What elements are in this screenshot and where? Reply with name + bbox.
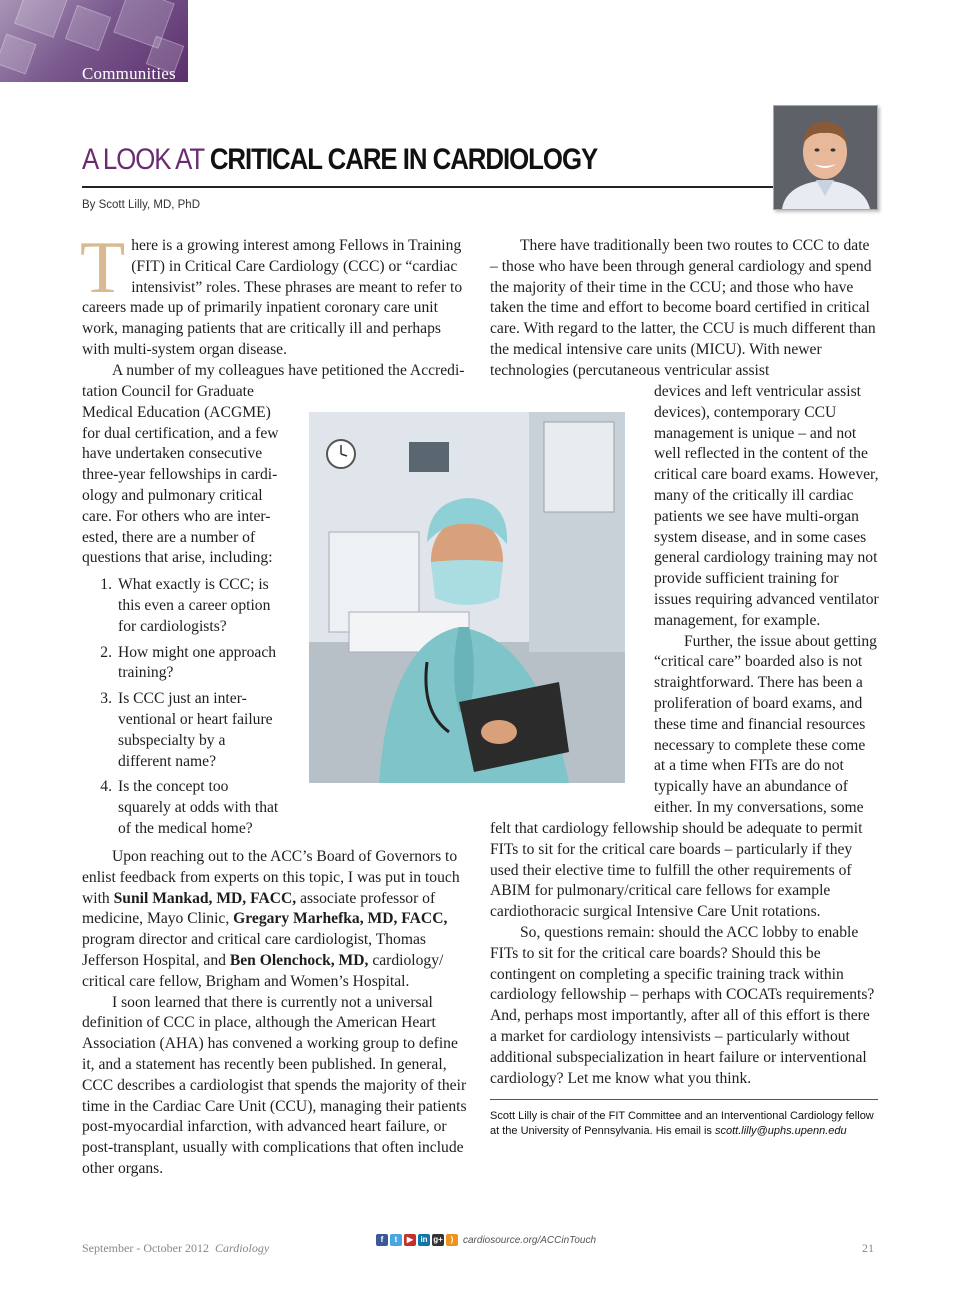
twitter-icon[interactable]: t — [390, 1234, 402, 1246]
list-item: 2. How might one approach training? — [100, 643, 277, 682]
expert-name: Sunil Mankad, MD, FACC, — [113, 889, 297, 907]
footer-url[interactable]: cardiosource.org/ACCinTouch — [463, 1234, 597, 1246]
paragraph-definition: I soon learned that there is currently not a universal definition of CCC in place, although the American Heart Association (AHA) has convened a working group to define it, and a statement has recently been published. In general, CCC describes a cardiologist that spends the majority of their time in the Cardiac Care Unit (CCU), managing their patients post-myocardial infarction, with advanced heart failure, or post-transplant, usually with complications that often include other organs. — [82, 993, 467, 1177]
author-bio: Scott Lilly is chair of the FIT Committee and an Interventional Cardiology fellow at the University of Pennsylvania. His email is scott.lilly@uphs.upenn.edu — [490, 1110, 874, 1137]
bio-divider — [490, 1099, 878, 1100]
text-line: three-year fellowships in cardi- — [82, 466, 278, 484]
title-divider — [82, 186, 776, 188]
paragraph-technologies: devices and left ventricular assist devices), contemporary CCU management is unique – and not well reflected in the content of the critical care board exams. However, many of the critically ill cardiac patients we see have multi-organ system disease, and in some cases general cardiology training may not provide sufficient training for issues requiring advanced ventilator management, for example. — [654, 383, 879, 629]
linkedin-icon[interactable]: in — [418, 1234, 430, 1246]
page-number: 21 — [862, 1241, 874, 1255]
youtube-icon[interactable]: ▶ — [404, 1234, 416, 1246]
text-line: ested, there are a number of — [82, 528, 256, 546]
author-photo — [773, 105, 878, 210]
list-item: 3. Is CCC just an inter-ventional or heart failure subspecialty by a different name? — [100, 690, 273, 770]
paragraph-intro: here is a growing interest among Fellows in Training (FIT) in Critical Care Cardiology (CCC) or “cardiac intensivist” roles. These phrases are meant to refer to careers made up of primarily inpatient coronary care unit work, managing patients that are critically ill and perhaps with multi-system organ disease. — [82, 237, 463, 358]
author-email[interactable]: scott.lilly@uphs.upenn.edu — [714, 1124, 847, 1137]
byline: By Scott Lilly, MD, PhD — [82, 199, 201, 211]
footer-issue: September - October 2012 Cardiology — [82, 1241, 270, 1255]
expert-name: Ben Olenchock, MD, — [229, 951, 369, 969]
left-column-bottom — [82, 847, 469, 1180]
paragraph-experts: Upon reaching out to the ACC’s Board of Governors to enlist feedback from experts on this topic, I was put in touch with Sunil Mankad, MD, FACC, associate professor of medicine, Mayo Clinic, Gregary Marhefka, MD, FACC, program director and critical care cardiologist, Thomas Jefferson Hospital, and Ben Olenchock, MD, cardiology/ critical care fellow, Brigham and Women’s Hospital. — [82, 848, 460, 990]
right-column-top — [490, 236, 877, 382]
doctor-illustration — [309, 412, 625, 783]
section-label: Communities — [82, 64, 176, 83]
text-line: for dual certification, and a few — [82, 424, 279, 442]
expert-name: Gregary Marhefka, MD, FACC, — [233, 910, 448, 928]
left-column-top — [80, 227, 469, 382]
list-item: 4. Is the concept too squarely at odds with that of the medical home? — [100, 778, 279, 837]
list-item: 1. What exactly is CCC; is this even a career option for cardiologists? — [100, 576, 271, 635]
paragraph-colleagues-line-1: A number of my colleagues have petitioned the Accredi- — [112, 361, 465, 379]
footer-social — [376, 1234, 596, 1246]
text-line: tation Council for Graduate — [82, 383, 254, 400]
text-line: questions that arise, including: — [82, 549, 273, 567]
paragraph-questions-remain: So, questions remain: should the ACC lobby to enable FITs to sit for the critical care boards? Should this be contingent on completing a specific training track within cardiology fellowship – perhaps with COCATs requirements? And, perhaps most importantly, after all of this effort is there a market for cardiology intensivists – particularly without additional subspecialization in heart failure or interventional cardiology? Let me know what you think. — [490, 923, 875, 1087]
google-plus-icon[interactable]: g+ — [433, 1235, 443, 1244]
text-line: ology and pulmonary critical — [82, 486, 263, 504]
right-column-narrow — [654, 382, 879, 819]
drop-cap: T — [80, 227, 126, 309]
paragraph-boarded: Further, the issue about getting “critical care” boarded also is not straightforward. There has been a proliferation of board exams, and these time and financial resources necessary to complete these come at a time when FITs are do not typically have an abundance of either. In my conversations, some — [654, 632, 877, 816]
rss-icon[interactable]: ) — [446, 1234, 458, 1246]
left-column-narrow — [82, 382, 282, 845]
paragraph-fellowship: felt that cardiology fellowship should be adequate to permit FITs to sit for the critical care boards – particularly if they used their elective time to fulfill the other requirements of ABIM for pulmonary/critical care fellows for example cardiothoracic surgical Intensive Care Unit rotations. — [490, 820, 863, 921]
text-line: care. For others who are inter- — [82, 507, 271, 525]
paragraph-routes: There have traditionally been two routes to CCC to date – those who have been through general cardiology and spend the majority of their time in the CCU; and those who have taken the time and effort to become board certified in critical care. With regard to the latter, the CCU is much different than the medical intensive care units (MICU). With newer technologies (percutaneous ventricular assist — [490, 237, 876, 379]
questions-list — [82, 575, 282, 840]
text-line: Medical Education (ACGME) — [82, 403, 271, 421]
article-title: A LOOK AT CRITICAL CARE IN CARDIOLOGY — [82, 143, 598, 176]
facebook-icon[interactable]: f — [376, 1234, 388, 1246]
text-line: have undertaken consecutive — [82, 445, 263, 463]
right-column-bottom — [490, 819, 877, 1089]
